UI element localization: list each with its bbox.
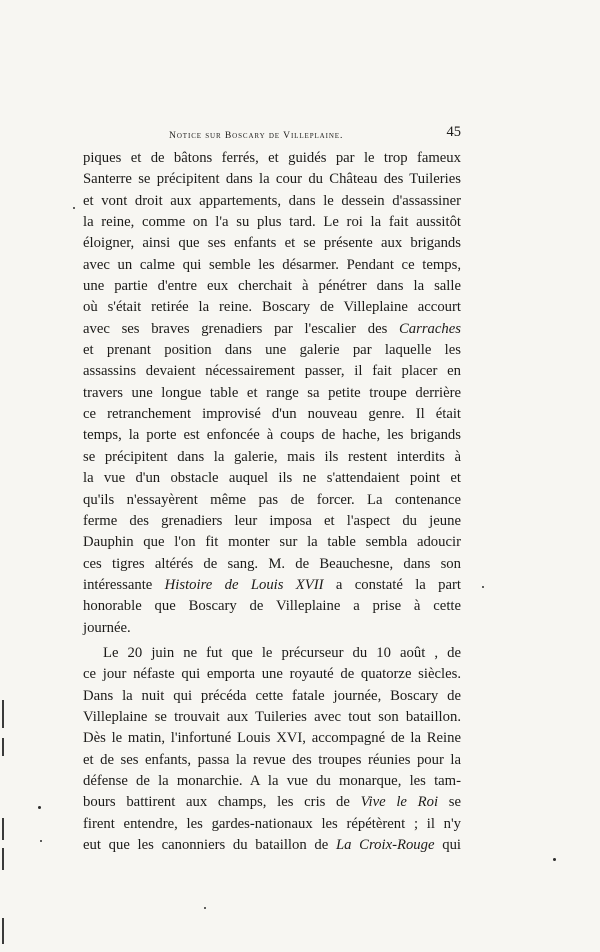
text-line: et de ses enfants, passa la revue des troupes réunies pour la — [83, 751, 461, 768]
paragraph-end-line: journée. — [83, 619, 131, 636]
scan-edge-mark — [2, 918, 4, 944]
italic-phrase: Vive le Roi — [360, 794, 439, 811]
ink-speck — [482, 586, 484, 588]
text-line: la vue d'un obstacle auquel ils ne s'attendaient point et — [83, 470, 461, 487]
text-line: éloigner, ainsi que ses enfants et se présente aux brigands — [83, 235, 461, 252]
italic-title: Histoire de Louis XVII — [164, 576, 324, 593]
ink-speck — [40, 840, 42, 842]
body-text — [83, 148, 461, 856]
paragraph-first-line: Le 20 juin ne fut que le précurseur du 10 août , de — [103, 644, 461, 661]
text-line: Dans la nuit qui précéda cette fatale journée, Boscary de — [83, 687, 461, 704]
text-line: Dès le matin, l'infortuné Louis XVI, accompagné de la Reine — [83, 730, 461, 747]
text-line: assassins devaient nécessairement passer, il fait placer en — [83, 363, 461, 380]
text-line: Santerre se précipitent dans la cour du Château des Tuileries — [83, 171, 461, 188]
text-line: défense de la monarchie. A la vue du monarque, les tam- — [83, 772, 461, 789]
text-line: où s'était retirée la reine. Boscary de Villeplaine accourt — [83, 299, 461, 316]
scan-edge-mark — [2, 848, 4, 870]
text-line: ce jour néfaste qui emporta une royauté de quatorze siècles. — [83, 666, 461, 683]
text-line: Dauphin que l'on fit monter sur la table sembla adoucir — [83, 534, 461, 551]
ink-speck — [553, 858, 556, 861]
ink-speck — [73, 207, 75, 209]
text-line: honorable que Boscary de Villeplaine a prise à cette — [83, 598, 461, 615]
ink-speck — [38, 806, 41, 809]
text-line: ces tigres altérés de sang. M. de Beauchesne, dans son — [83, 555, 461, 572]
italic-name: La Croix-Rouge — [335, 837, 435, 853]
text-line: intéressante Histoire de Louis XVII a constaté la part — [83, 576, 461, 593]
text-line: piques et de bâtons ferrés, et guidés par le trop fameux — [83, 150, 461, 166]
text-line: et vont droit aux appartements, dans le dessein d'assassiner — [83, 192, 461, 209]
ink-speck — [204, 907, 206, 909]
text-line: et prenant position dans une galerie par laquelle les — [83, 342, 461, 359]
scan-edge-mark — [2, 818, 4, 840]
text-line: eut que les canonniers du bataillon de La Croix-Rouge qui — [83, 837, 461, 853]
text-line: Villeplaine se trouvait aux Tuileries avec tout son bataillon. — [83, 708, 461, 725]
page-header — [83, 124, 461, 148]
text-line: temps, la porte est enfoncée à coups de hache, les brigands — [83, 427, 461, 444]
text-line: firent entendre, les gardes-nationaux les répétèrent ; il n'y — [83, 815, 461, 832]
running-title: Notice sur Boscary de Villeplaine. — [169, 130, 344, 141]
text-line: avec ses braves grenadiers par l'escalier des Carraches — [83, 320, 461, 337]
text-line: travers une longue table et range sa petite troupe derrière — [83, 384, 461, 401]
page-number: 45 — [446, 124, 461, 140]
text-line: bours battirent aux champs, les cris de Vive le Roi se — [83, 794, 461, 811]
italic-title: Carraches — [398, 320, 461, 337]
text-line: qu'ils n'essayèrent même pas de forcer. La contenance — [83, 491, 461, 508]
text-line: une partie d'entre eux cherchait à pénétrer dans la salle — [83, 278, 461, 295]
text-line: ferme des grenadiers leur imposa et l'aspect du jeune — [83, 512, 461, 529]
text-line: la reine, comme on l'a su plus tard. Le roi la fait aussitôt — [83, 214, 461, 231]
text-line: avec un calme qui semble les désarmer. Pendant ce temps, — [83, 256, 461, 273]
text-line: se précipitent dans la galerie, mais ils restent interdits à — [83, 448, 461, 465]
scan-edge-mark — [2, 700, 4, 728]
text-line: ce retranchement improvisé d'un nouveau genre. Il était — [83, 406, 461, 423]
scan-edge-mark — [2, 738, 4, 756]
